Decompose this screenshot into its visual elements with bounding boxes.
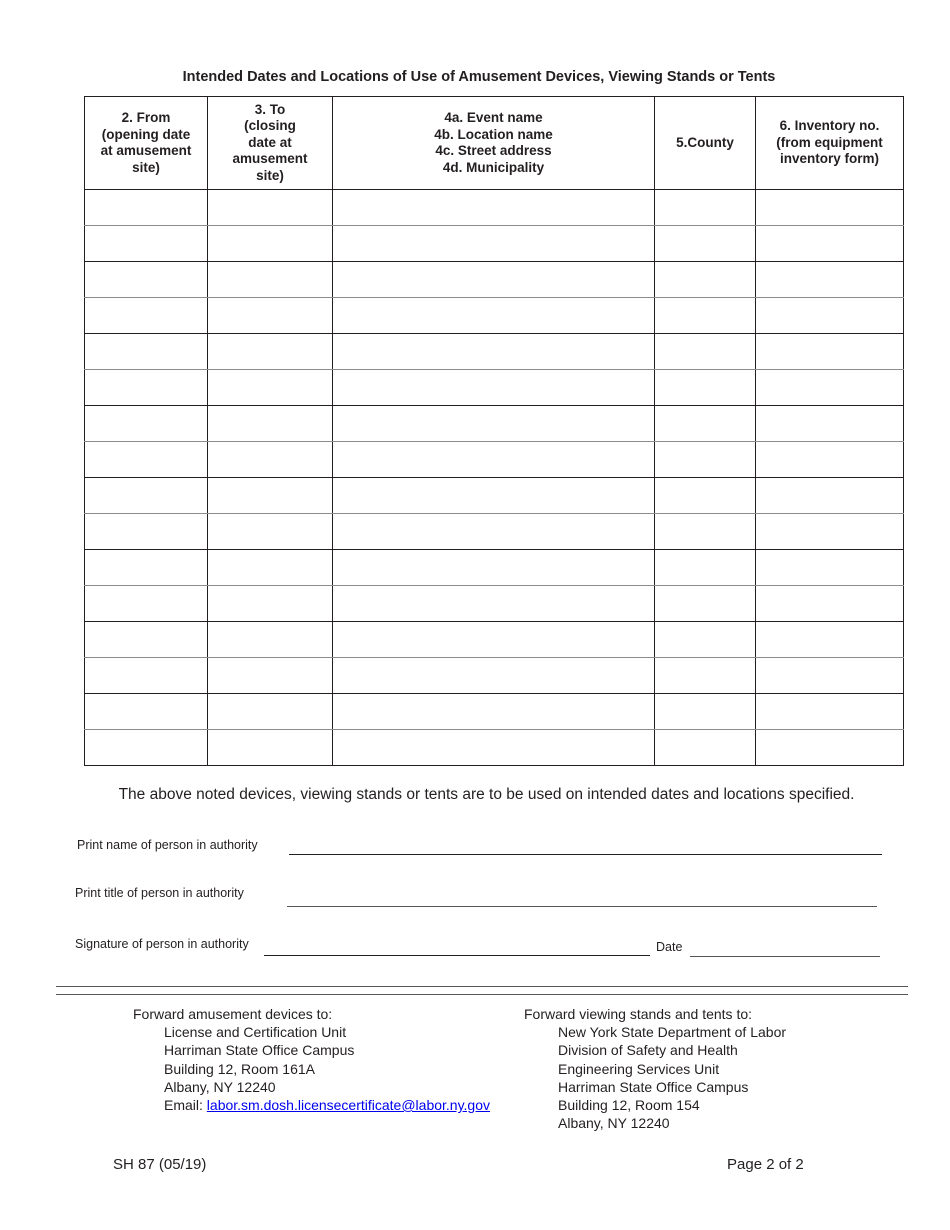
cell-input[interactable] (756, 478, 903, 513)
table-cell (208, 298, 333, 334)
table-cell (756, 370, 904, 406)
cell-input[interactable] (655, 334, 755, 369)
cell-input[interactable] (655, 730, 755, 765)
table-cell (333, 658, 655, 694)
cell-input[interactable] (756, 190, 903, 225)
cell-input[interactable] (756, 622, 903, 657)
table-cell (756, 586, 904, 622)
cell-input[interactable] (756, 298, 903, 333)
header-event-location: 4a. Event name 4b. Location name 4c. Street address 4d. Municipality (333, 97, 655, 190)
table-cell (333, 586, 655, 622)
cell-input[interactable] (85, 334, 207, 369)
table-row (85, 586, 904, 622)
cell-input[interactable] (756, 370, 903, 405)
signature-label: Signature of person in authority (75, 937, 249, 951)
table-cell (655, 262, 756, 298)
cell-input[interactable] (85, 694, 207, 729)
table-cell (756, 550, 904, 586)
address-line: Building 12, Room 161A (164, 1060, 315, 1077)
table-cell (756, 478, 904, 514)
cell-input[interactable] (333, 694, 654, 729)
table-cell (85, 406, 208, 442)
table-cell (333, 370, 655, 406)
table-cell (655, 226, 756, 262)
table-cell (208, 694, 333, 730)
table-cell (85, 298, 208, 334)
cell-input[interactable] (208, 262, 332, 297)
table-cell (655, 442, 756, 478)
table-cell (756, 514, 904, 550)
print-title-field[interactable] (287, 886, 877, 907)
address-line: Albany, NY 12240 (558, 1115, 670, 1132)
cell-input[interactable] (85, 370, 207, 405)
header-to-date: 3. To (closing date at amusement site) (208, 97, 333, 190)
date-field[interactable] (690, 936, 880, 957)
table-cell (333, 622, 655, 658)
date-label: Date (656, 940, 683, 954)
table-cell (333, 514, 655, 550)
table-cell (208, 622, 333, 658)
cell-input[interactable] (333, 262, 654, 297)
table-row (85, 550, 904, 586)
cell-input[interactable] (85, 658, 207, 693)
cell-input[interactable] (333, 190, 654, 225)
print-title-label: Print title of person in authority (75, 886, 244, 900)
cell-input[interactable] (333, 478, 654, 513)
table-cell (208, 334, 333, 370)
cell-input[interactable] (655, 514, 755, 549)
address-line: Harriman State Office Campus (164, 1042, 355, 1059)
cell-input[interactable] (655, 190, 755, 225)
table-cell (85, 622, 208, 658)
cell-input[interactable] (208, 478, 332, 513)
table-cell (208, 406, 333, 442)
forward-stands-block (524, 1005, 786, 1132)
cell-input[interactable] (655, 550, 755, 585)
cell-input[interactable] (208, 298, 332, 333)
table-cell (85, 730, 208, 766)
cell-input[interactable] (756, 334, 903, 369)
cell-input[interactable] (208, 730, 332, 765)
cell-input[interactable] (208, 514, 332, 549)
table-cell (756, 190, 904, 226)
cell-input[interactable] (208, 658, 332, 693)
address-line: Division of Safety and Health (558, 1042, 738, 1059)
table-row (85, 406, 904, 442)
print-name-field[interactable] (289, 834, 882, 855)
email-label: Email: (164, 1097, 207, 1114)
table-row (85, 694, 904, 730)
cell-input[interactable] (655, 298, 755, 333)
cell-input[interactable] (756, 442, 903, 477)
cell-input[interactable] (756, 586, 903, 621)
table-cell (756, 730, 904, 766)
table-cell (655, 694, 756, 730)
table-row (85, 370, 904, 406)
table-cell (208, 514, 333, 550)
email-line (133, 1096, 490, 1114)
cell-input[interactable] (756, 658, 903, 693)
table-cell (333, 550, 655, 586)
table-cell (655, 586, 756, 622)
cell-input[interactable] (756, 550, 903, 585)
table-cell (333, 694, 655, 730)
table-cell (208, 586, 333, 622)
cell-input[interactable] (333, 442, 654, 477)
table-cell (85, 262, 208, 298)
table-row (85, 442, 904, 478)
table-cell (85, 334, 208, 370)
cell-input[interactable] (333, 226, 654, 261)
cell-input[interactable] (333, 658, 654, 693)
cell-input[interactable] (333, 298, 654, 333)
cell-input[interactable] (333, 730, 654, 765)
email-link[interactable]: labor.sm.dosh.licensecertificate@labor.ny.gov (206, 1097, 491, 1114)
table-cell (208, 226, 333, 262)
cell-input[interactable] (655, 226, 755, 261)
table-cell (333, 190, 655, 226)
cell-input[interactable] (655, 442, 755, 477)
cell-input[interactable] (655, 478, 755, 513)
table-cell (655, 370, 756, 406)
table-cell (333, 406, 655, 442)
cell-input[interactable] (756, 514, 903, 549)
cell-input[interactable] (655, 622, 755, 657)
table-cell (208, 730, 333, 766)
print-name-label: Print name of person in authority (77, 838, 258, 852)
address-line: Building 12, Room 154 (558, 1097, 700, 1114)
cell-input[interactable] (208, 586, 332, 621)
table-cell (655, 550, 756, 586)
cell-input[interactable] (85, 622, 207, 657)
table-cell (756, 262, 904, 298)
cell-input[interactable] (208, 622, 332, 657)
cell-input[interactable] (756, 226, 903, 261)
table-cell (655, 298, 756, 334)
cell-input[interactable] (756, 694, 903, 729)
table-cell (208, 550, 333, 586)
cell-input[interactable] (333, 406, 654, 441)
table-cell (208, 442, 333, 478)
cell-input[interactable] (85, 190, 207, 225)
table-cell (208, 478, 333, 514)
signature-field[interactable] (264, 935, 650, 956)
cell-input[interactable] (756, 730, 903, 765)
forward-stands-heading: Forward viewing stands and tents to: (524, 1006, 753, 1022)
header-from-date: 2. From (opening date at amusement site) (85, 97, 208, 190)
table-cell (655, 514, 756, 550)
cell-input[interactable] (655, 406, 755, 441)
cell-input[interactable] (655, 658, 755, 693)
table-cell (208, 658, 333, 694)
cell-input[interactable] (333, 514, 654, 549)
locations-table (84, 96, 904, 766)
cell-input[interactable] (655, 262, 755, 297)
cell-input[interactable] (208, 694, 332, 729)
table-cell (85, 514, 208, 550)
cell-input[interactable] (333, 550, 654, 585)
table-cell (333, 478, 655, 514)
table-cell (208, 262, 333, 298)
table-row (85, 190, 904, 226)
table-row (85, 658, 904, 694)
table-cell (756, 298, 904, 334)
cell-input[interactable] (85, 442, 207, 477)
usage-statement: The above noted devices, viewing stands or tents are to be used on intended dates and locations specified. (118, 786, 855, 803)
table-body (85, 190, 904, 766)
cell-input[interactable] (85, 298, 207, 333)
cell-input[interactable] (756, 262, 903, 297)
form-id: SH 87 (05/19) (113, 1156, 207, 1173)
table-cell (756, 694, 904, 730)
cell-input[interactable] (85, 586, 207, 621)
table-cell (756, 442, 904, 478)
table-row (85, 622, 904, 658)
cell-input[interactable] (85, 514, 207, 549)
table-cell (756, 622, 904, 658)
table-cell (85, 190, 208, 226)
header-county: 5.County (655, 97, 756, 190)
cell-input[interactable] (208, 226, 332, 261)
cell-input[interactable] (655, 586, 755, 621)
cell-input[interactable] (208, 370, 332, 405)
table-cell (655, 334, 756, 370)
address-line: Albany, NY 12240 (164, 1078, 276, 1095)
divider-bottom (56, 994, 908, 995)
table-cell (655, 478, 756, 514)
table-row (85, 514, 904, 550)
table-cell (756, 658, 904, 694)
table-row (85, 226, 904, 262)
form-title: Intended Dates and Locations of Use of Amusement Devices, Viewing Stands or Tents (182, 69, 776, 85)
cell-input[interactable] (655, 370, 755, 405)
cell-input[interactable] (208, 442, 332, 477)
table-cell (655, 190, 756, 226)
cell-input[interactable] (655, 694, 755, 729)
table-cell (85, 478, 208, 514)
cell-input[interactable] (208, 406, 332, 441)
address-line: Harriman State Office Campus (558, 1078, 749, 1095)
table-cell (85, 370, 208, 406)
cell-input[interactable] (333, 334, 654, 369)
table-row (85, 478, 904, 514)
table-cell (333, 226, 655, 262)
table-cell (208, 190, 333, 226)
address-line: License and Certification Unit (164, 1024, 347, 1041)
page-number: Page 2 of 2 (727, 1156, 804, 1173)
divider-top (56, 986, 908, 987)
cell-input[interactable] (85, 478, 207, 513)
table-cell (85, 586, 208, 622)
table-cell (85, 442, 208, 478)
cell-input[interactable] (208, 334, 332, 369)
cell-input[interactable] (85, 550, 207, 585)
table-cell (756, 334, 904, 370)
table-cell (655, 406, 756, 442)
table-cell (85, 226, 208, 262)
table-cell (333, 298, 655, 334)
forward-devices-block (133, 1005, 490, 1114)
cell-input[interactable] (208, 550, 332, 585)
table-cell (333, 442, 655, 478)
table-row (85, 262, 904, 298)
table-cell (208, 370, 333, 406)
cell-input[interactable] (85, 226, 207, 261)
table-cell (655, 730, 756, 766)
cell-input[interactable] (85, 406, 207, 441)
table-cell (85, 694, 208, 730)
cell-input[interactable] (333, 370, 654, 405)
table-row (85, 298, 904, 334)
cell-input[interactable] (85, 730, 207, 765)
forward-devices-heading: Forward amusement devices to: (133, 1006, 333, 1022)
table-cell (333, 262, 655, 298)
table-cell (655, 622, 756, 658)
table-cell (756, 226, 904, 262)
address-line: New York State Department of Labor (558, 1024, 787, 1041)
table-cell (333, 730, 655, 766)
cell-input[interactable] (333, 586, 654, 621)
table-row (85, 334, 904, 370)
table-cell (333, 334, 655, 370)
table-cell (85, 658, 208, 694)
cell-input[interactable] (756, 406, 903, 441)
table-cell (756, 406, 904, 442)
address-line: Engineering Services Unit (558, 1060, 720, 1077)
cell-input[interactable] (333, 622, 654, 657)
table-row (85, 730, 904, 766)
table-cell (655, 658, 756, 694)
cell-input[interactable] (85, 262, 207, 297)
header-inventory-no: 6. Inventory no. (from equipment inventory form) (756, 97, 904, 190)
cell-input[interactable] (208, 190, 332, 225)
table-cell (85, 550, 208, 586)
